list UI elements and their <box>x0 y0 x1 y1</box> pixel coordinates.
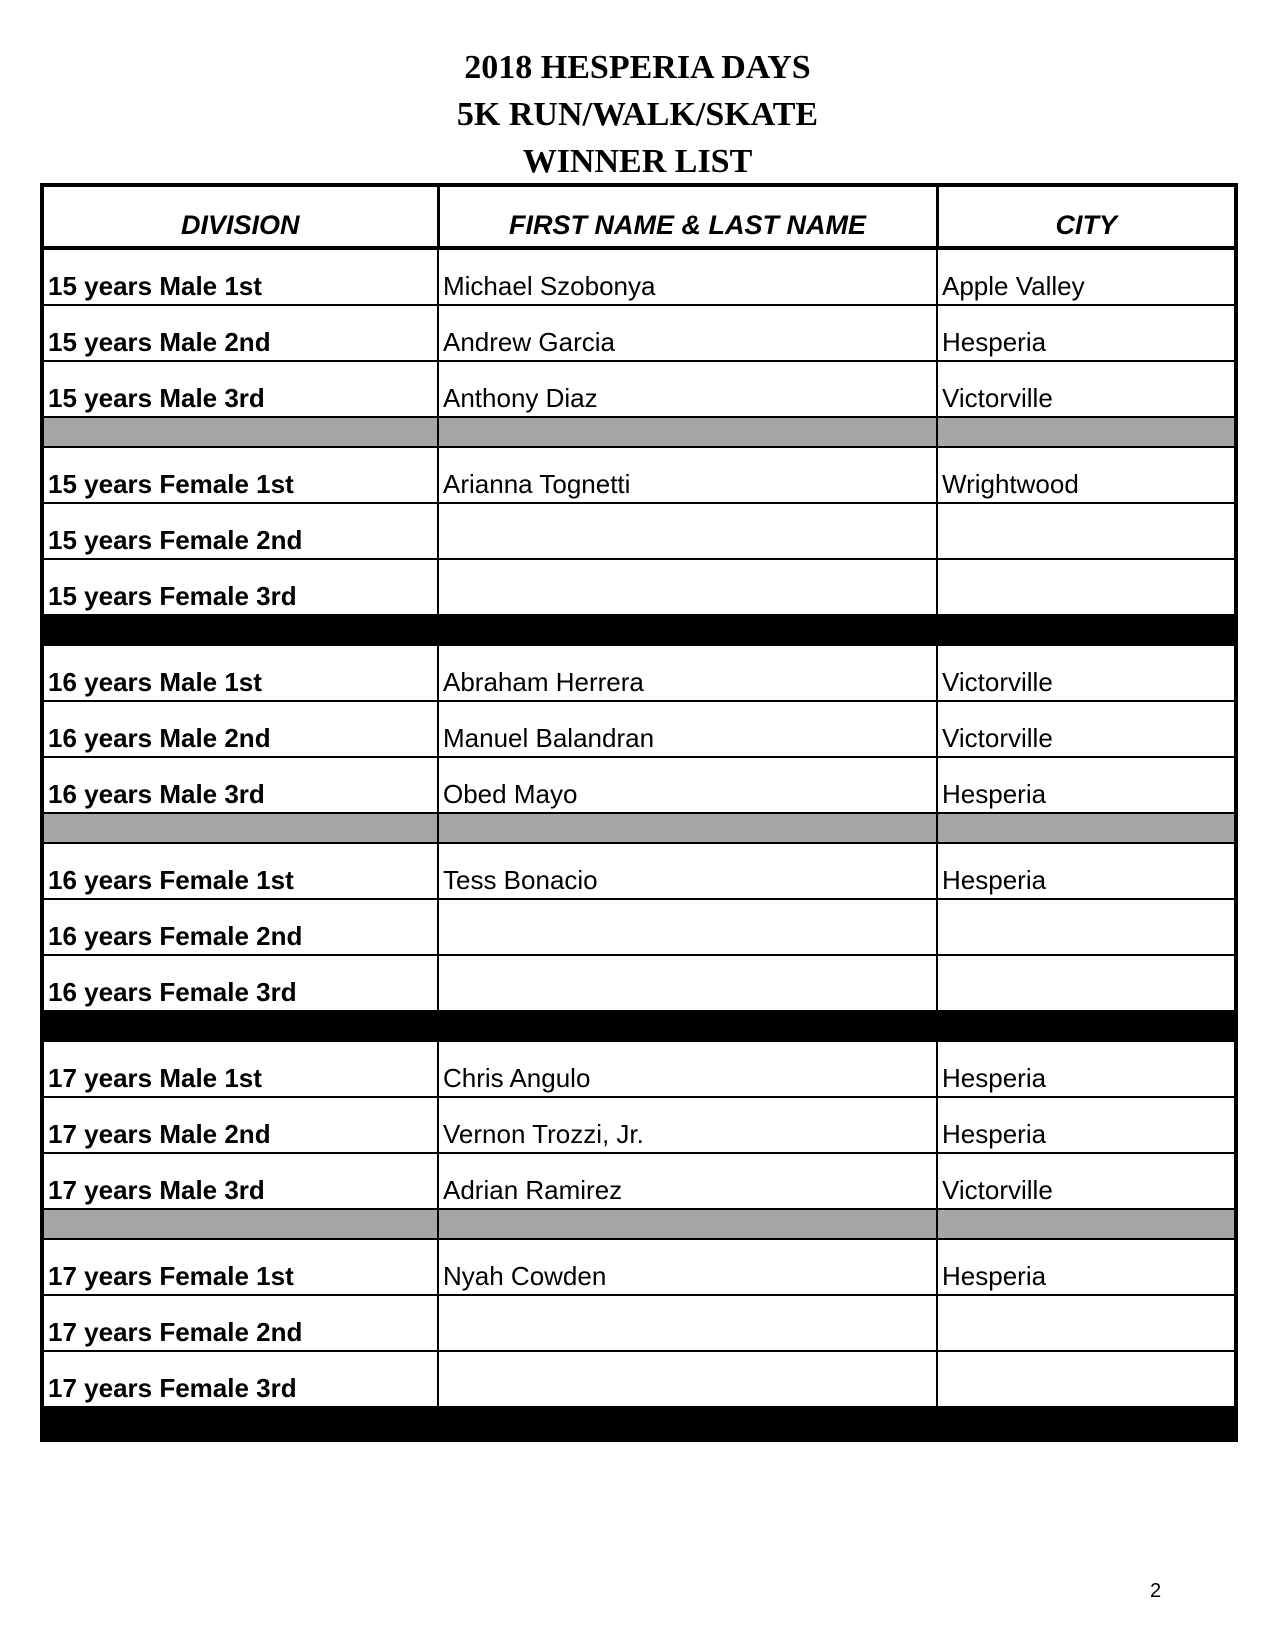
separator-cell <box>438 615 937 646</box>
city-cell <box>937 1351 1236 1407</box>
division-cell: 17 years Male 1st <box>42 1042 438 1097</box>
division-cell: 17 years Female 2nd <box>42 1295 438 1351</box>
header-city: CITY <box>937 185 1236 248</box>
header-division: DIVISION <box>42 185 438 248</box>
name-cell <box>438 1351 937 1407</box>
name-cell: Obed Mayo <box>438 757 937 813</box>
city-cell: Apple Valley <box>937 248 1236 305</box>
city-cell <box>937 955 1236 1011</box>
name-cell <box>438 559 937 615</box>
division-cell: 17 years Female 1st <box>42 1239 438 1295</box>
city-cell: Victorville <box>937 361 1236 417</box>
black-separator-row <box>42 1407 1236 1440</box>
name-cell: Chris Angulo <box>438 1042 937 1097</box>
separator-cell <box>438 417 937 447</box>
table-row <box>42 843 1236 899</box>
name-cell: Abraham Herrera <box>438 646 937 701</box>
division-cell: 16 years Male 3rd <box>42 757 438 813</box>
city-cell <box>937 503 1236 559</box>
name-cell <box>438 899 937 955</box>
table-row <box>42 248 1236 305</box>
city-cell: Hesperia <box>937 1042 1236 1097</box>
division-cell: 15 years Female 1st <box>42 447 438 503</box>
table-row <box>42 1153 1236 1209</box>
name-cell: Vernon Trozzi, Jr. <box>438 1097 937 1153</box>
city-cell: Wrightwood <box>937 447 1236 503</box>
city-cell: Victorville <box>937 646 1236 701</box>
table-row <box>42 305 1236 361</box>
table-row <box>42 899 1236 955</box>
table-row <box>42 1295 1236 1351</box>
division-cell: 15 years Male 2nd <box>42 305 438 361</box>
separator-cell <box>42 813 438 843</box>
separator-cell <box>937 813 1236 843</box>
separator-cell <box>438 1209 937 1239</box>
separator-cell <box>42 615 438 646</box>
name-cell: Arianna Tognetti <box>438 447 937 503</box>
city-cell <box>937 899 1236 955</box>
black-separator-row <box>42 1011 1236 1042</box>
division-cell: 16 years Male 2nd <box>42 701 438 757</box>
division-cell: 15 years Female 2nd <box>42 503 438 559</box>
table-row <box>42 701 1236 757</box>
table-header-row <box>42 185 1236 248</box>
division-cell: 16 years Female 1st <box>42 843 438 899</box>
name-cell: Anthony Diaz <box>438 361 937 417</box>
separator-cell <box>937 1209 1236 1239</box>
city-cell: Hesperia <box>937 757 1236 813</box>
name-cell: Tess Bonacio <box>438 843 937 899</box>
black-separator-row <box>42 615 1236 646</box>
division-cell: 15 years Male 3rd <box>42 361 438 417</box>
division-cell: 16 years Female 2nd <box>42 899 438 955</box>
table-row <box>42 503 1236 559</box>
table-row <box>42 955 1236 1011</box>
table-body <box>42 248 1236 1440</box>
gray-separator-row <box>42 1209 1236 1239</box>
title-line-2: 5K RUN/WALK/SKATE <box>456 96 819 133</box>
table-row <box>42 1097 1236 1153</box>
table-row <box>42 646 1236 701</box>
title-line-3: WINNER LIST <box>522 143 753 180</box>
separator-cell <box>42 1209 438 1239</box>
division-cell: 16 years Female 3rd <box>42 955 438 1011</box>
document-title <box>0 44 1275 185</box>
table-row <box>42 361 1236 417</box>
city-cell: Hesperia <box>937 1097 1236 1153</box>
city-cell <box>937 1295 1236 1351</box>
name-cell: Michael Szobonya <box>438 248 937 305</box>
name-cell <box>438 955 937 1011</box>
division-cell: 15 years Female 3rd <box>42 559 438 615</box>
separator-cell <box>438 1407 937 1440</box>
separator-cell <box>42 417 438 447</box>
division-cell: 17 years Male 3rd <box>42 1153 438 1209</box>
city-cell: Hesperia <box>937 305 1236 361</box>
page-number: 2 <box>1150 1580 1162 1602</box>
name-cell: Adrian Ramirez <box>438 1153 937 1209</box>
name-cell <box>438 1295 937 1351</box>
gray-separator-row <box>42 813 1236 843</box>
separator-cell <box>937 615 1236 646</box>
table-row <box>42 1042 1236 1097</box>
separator-cell <box>937 417 1236 447</box>
division-cell: 17 years Female 3rd <box>42 1351 438 1407</box>
division-cell: 17 years Male 2nd <box>42 1097 438 1153</box>
table-row <box>42 1351 1236 1407</box>
table-row <box>42 447 1236 503</box>
name-cell: Manuel Balandran <box>438 701 937 757</box>
header-name: FIRST NAME & LAST NAME <box>438 185 937 248</box>
gray-separator-row <box>42 417 1236 447</box>
city-cell: Hesperia <box>937 1239 1236 1295</box>
separator-cell <box>937 1407 1236 1440</box>
separator-cell <box>42 1011 438 1042</box>
table-row <box>42 757 1236 813</box>
separator-cell <box>438 813 937 843</box>
name-cell: Andrew Garcia <box>438 305 937 361</box>
table-row <box>42 1239 1236 1295</box>
separator-cell <box>438 1011 937 1042</box>
separator-cell <box>42 1407 438 1440</box>
name-cell <box>438 503 937 559</box>
city-cell: Victorville <box>937 701 1236 757</box>
city-cell: Hesperia <box>937 843 1236 899</box>
city-cell: Victorville <box>937 1153 1236 1209</box>
division-cell: 15 years Male 1st <box>42 248 438 305</box>
winner-table <box>40 183 1238 1442</box>
city-cell <box>937 559 1236 615</box>
name-cell: Nyah Cowden <box>438 1239 937 1295</box>
title-line-1: 2018 HESPERIA DAYS <box>464 49 811 86</box>
table-row <box>42 559 1236 615</box>
division-cell: 16 years Male 1st <box>42 646 438 701</box>
separator-cell <box>937 1011 1236 1042</box>
